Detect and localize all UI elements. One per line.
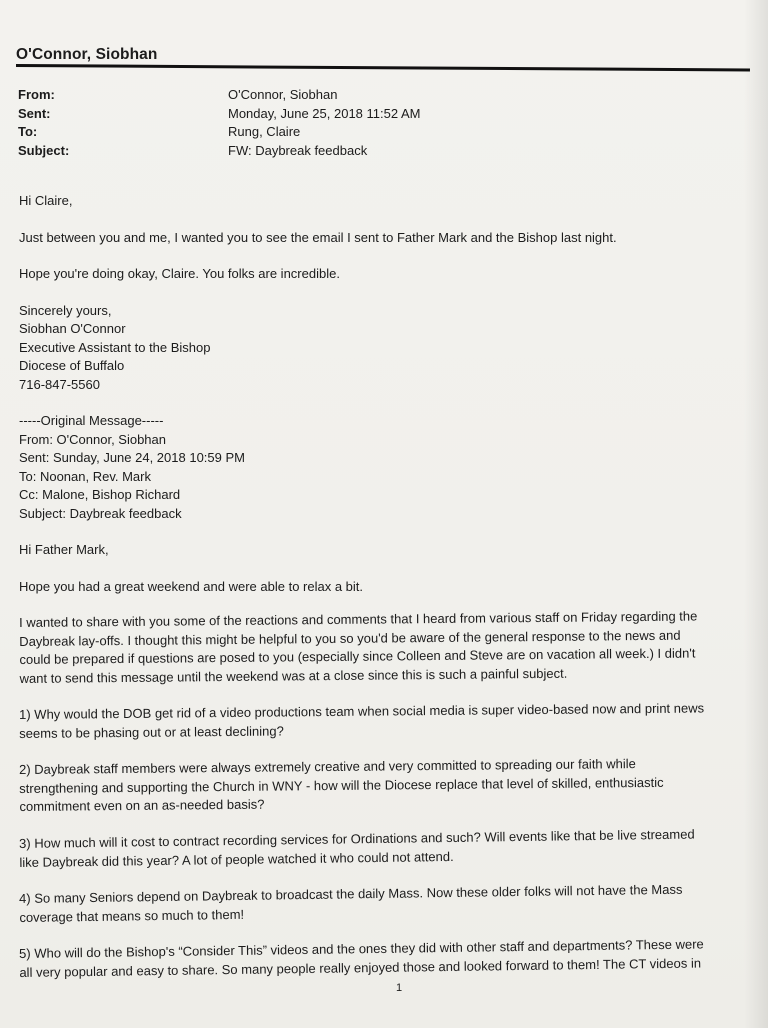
question-line: coverage that means so much to them! bbox=[19, 905, 245, 924]
signature-line: 716-847-5560 bbox=[19, 376, 100, 392]
question-line: all very popular and easy to share. So many people really enjoyed those and looked forward to them! The CT videos in bbox=[19, 954, 702, 979]
original-line: Subject: Daybreak feedback bbox=[19, 505, 182, 521]
meta-value: O'Connor, Siobhan bbox=[228, 87, 338, 102]
meta-to bbox=[18, 123, 421, 142]
paragraph-line: Daybreak lay-offs. I thought this might be helpful to you so you'd be aware of the general response to the news and bbox=[19, 627, 681, 649]
paragraph-line: could be prepared if questions are posed to you (especially since Colleen and Steve are on vacation all week.) I didn't bbox=[19, 645, 696, 667]
original-line: To: Noonan, Rev. Mark bbox=[19, 468, 151, 484]
paragraph-line: want to send this message until the weekend was at a close since this is such a painful subject. bbox=[19, 665, 568, 686]
signature-line: Diocese of Buffalo bbox=[19, 358, 125, 373]
question-line: commitment even on an as-needed basis? bbox=[19, 796, 265, 814]
paragraph-line: I wanted to share with you some of the reactions and comments that I heard from various staff on Friday regarding the bbox=[19, 608, 698, 630]
intro-line: Just between you and me, I wanted you to see the email I sent to Father Mark and the Bishop last night. bbox=[19, 229, 617, 245]
meta-from bbox=[18, 86, 421, 105]
original-line: -----Original Message----- bbox=[19, 413, 164, 428]
mailbox-owner-name: O'Connor, Siobhan bbox=[16, 46, 158, 63]
question-line: strengthening and supporting the Church in WNY - how will the Diocese replace that level of skilled, enthusiastic bbox=[19, 774, 664, 796]
question-line: like Daybreak did this year? A lot of people watched it who could not attend. bbox=[19, 847, 454, 869]
question-line: 4) So many Seniors depend on Daybreak to broadcast the daily Mass. Now these older folks will not have the Mass bbox=[19, 881, 683, 906]
page-number: 1 bbox=[396, 982, 403, 994]
question-line: 5) Who will do the Bishop's “Consider This” videos and the ones they did with other staff and departments? These were bbox=[19, 935, 704, 961]
signature-line: Executive Assistant to the Bishop bbox=[19, 339, 211, 355]
hope-line: Hope you're doing okay, Claire. You folks are incredible. bbox=[19, 266, 340, 281]
hope-line-2: Hope you had a great weekend and were able to relax a bit. bbox=[19, 578, 364, 594]
question-2 bbox=[19, 754, 755, 817]
meta-sent bbox=[18, 105, 421, 124]
question-line: seems to be phasing out or at least declining? bbox=[19, 722, 284, 741]
meta-label: From: bbox=[18, 87, 55, 102]
email-meta bbox=[18, 86, 421, 160]
signature-line: Siobhan O'Connor bbox=[19, 321, 126, 336]
meta-value: Rung, Claire bbox=[228, 124, 301, 139]
email-body bbox=[19, 192, 755, 982]
meta-value: Monday, June 25, 2018 11:52 AM bbox=[228, 105, 421, 121]
meta-value: FW: Daybreak feedback bbox=[228, 142, 368, 158]
question-line: 2) Daybreak staff members were always extremely creative and very committed to spreading our faith while bbox=[19, 756, 636, 777]
original-line: Cc: Malone, Bishop Richard bbox=[19, 487, 181, 502]
greeting-father-mark: Hi Father Mark, bbox=[19, 542, 109, 557]
signature-block bbox=[19, 302, 755, 395]
original-line: Sent: Sunday, June 24, 2018 10:59 PM bbox=[19, 450, 245, 465]
greeting: Hi Claire, bbox=[19, 193, 73, 208]
header-rule bbox=[16, 64, 750, 71]
question-line: 1) Why would the DOB get rid of a video productions team when social media is super video-based now and print news bbox=[19, 700, 705, 722]
meta-subject bbox=[18, 142, 421, 161]
original-message-header bbox=[19, 412, 755, 523]
question-1 bbox=[19, 699, 755, 743]
signature-line: Sincerely yours, bbox=[19, 302, 112, 318]
question-line: 3) How much will it cost to contract recording services for Ordinations and such? Will events like that be live streamed bbox=[19, 826, 695, 851]
original-line: From: O'Connor, Siobhan bbox=[19, 431, 166, 447]
meta-label: Subject: bbox=[18, 142, 70, 158]
share-paragraph bbox=[19, 607, 756, 688]
meta-label: Sent: bbox=[18, 105, 51, 121]
meta-label: To: bbox=[18, 124, 38, 139]
